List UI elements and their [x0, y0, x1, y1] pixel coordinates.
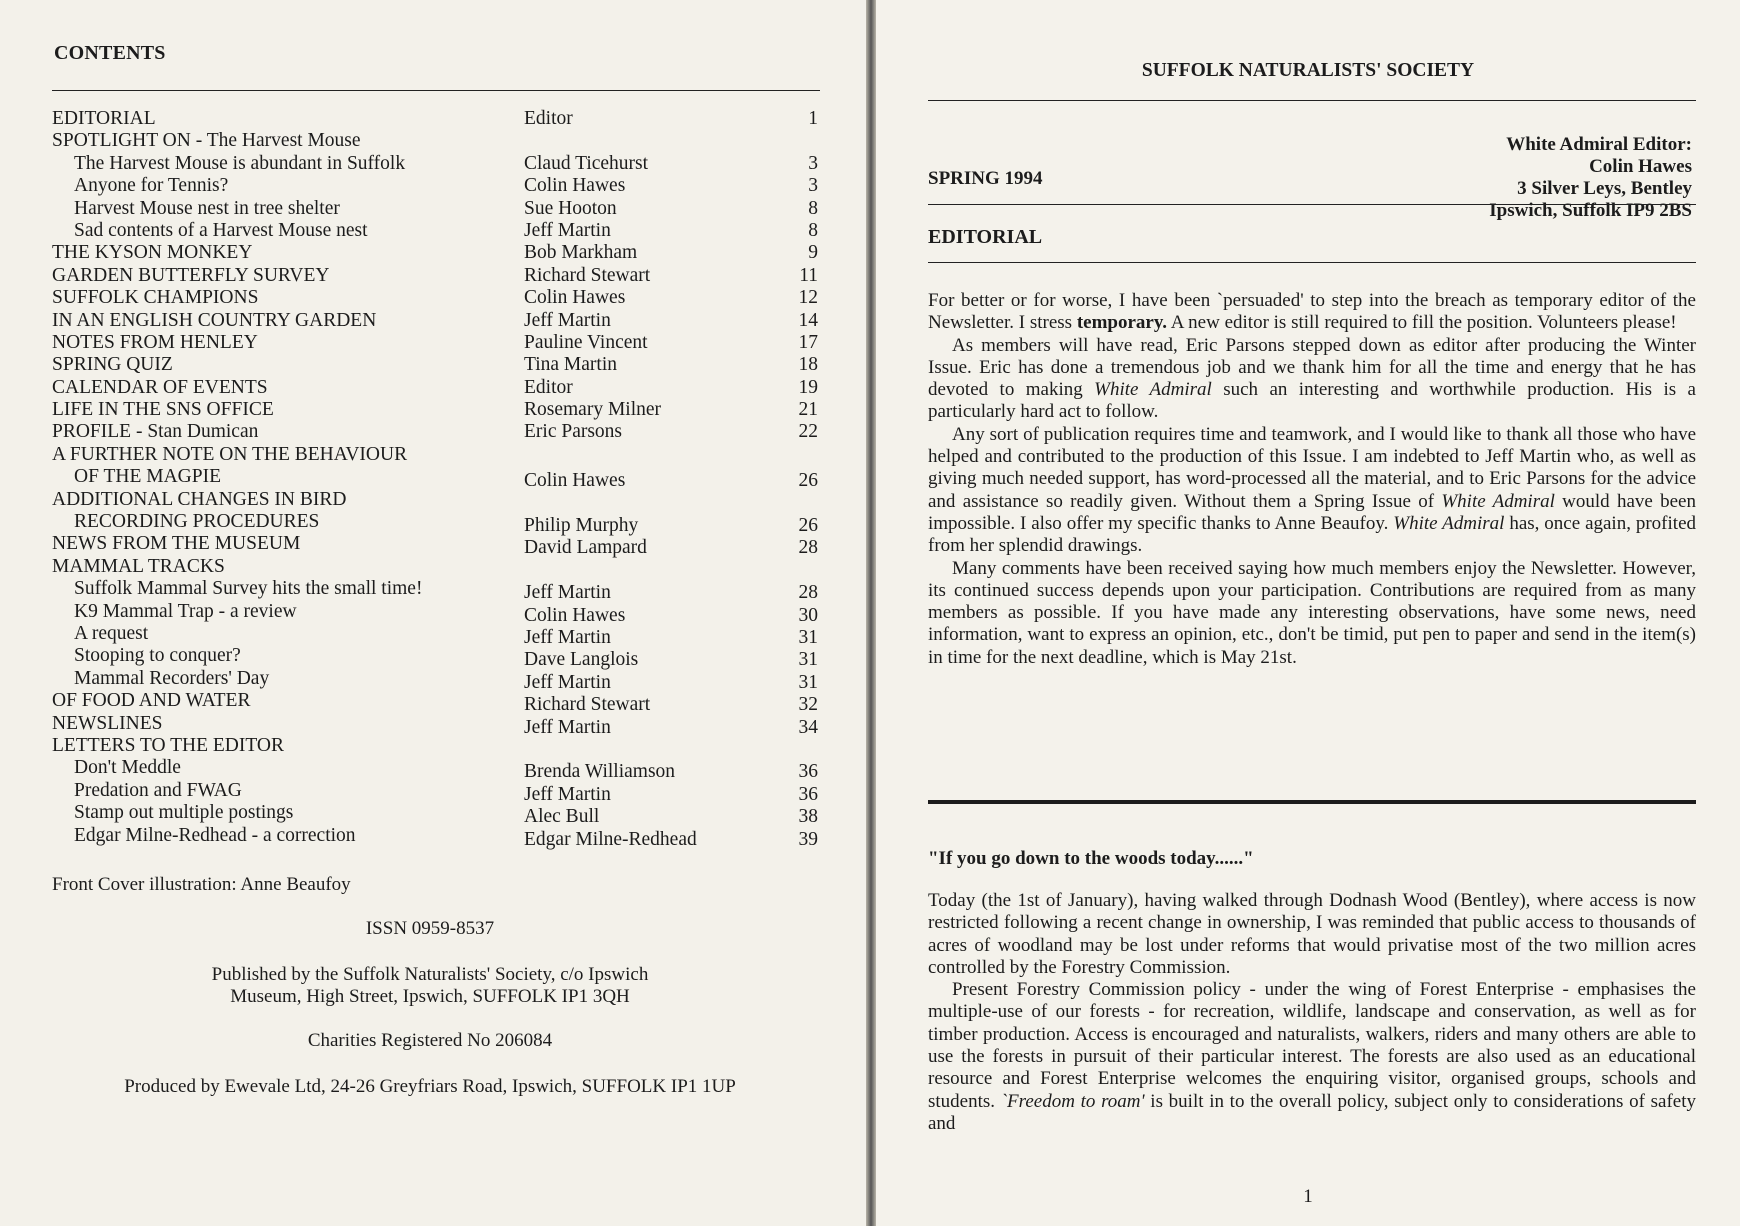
issn: ISSN 0959-8537 [365, 918, 495, 939]
editorial-paragraph: Many comments have been received saying how much members enjoy the Newsletter. However, its continued success depends upon your participation. Contributions are required from as many members as possible. If you have made any interesting observations, have some news, need information, want to express an opinion, etc., don't be timid, put pen to paper and send in the item(s) in time for the next deadline, which is May 21st. [928, 557, 1696, 668]
article-paragraph: Present Forestry Commission policy - under the wing of Forest Enterprise - emphasises the multiple-use of our forests - for recreation, wildlife, landscape and conservation, as well as for timber production. Access is encouraged and naturalists, walkers, riders and many others are able to use the forests in pursuit of their particular interest. The forests are also used as an educational resource and Forest Enterprise welcomes the enquiring visitor, organised groups, schools and students. `Freedom to roam' is built in to the overall policy, subject only to considerations of safety and [928, 979, 1697, 1134]
toc-author: Colin Hawes [524, 470, 626, 492]
editorial-heading: EDITORIAL [928, 226, 1043, 248]
toc-row [52, 377, 822, 399]
toc-title: LIFE IN THE SNS OFFICE [52, 399, 274, 421]
toc-title: NEWSLINES [52, 712, 163, 734]
editorial-paragraph: For better or for worse, I have been `persuaded' to step into the breach as temporary editor of the Newsletter. I stress temporary. A new editor is still required to fill the position. Volunteers please! [928, 290, 1696, 334]
toc-author: Colin Hawes [524, 604, 626, 626]
toc-page: 8 [808, 219, 818, 241]
toc-page: 3 [808, 152, 818, 174]
toc-title: MAMMAL TRACKS [52, 555, 225, 577]
toc-page: 30 [798, 604, 818, 626]
toc-author: Jeff Martin [524, 783, 611, 805]
toc-author: Jeff Martin [524, 671, 611, 693]
toc-row [52, 757, 822, 783]
toc-row [52, 153, 822, 175]
toc-title: K9 Mammal Trap - a review [74, 600, 297, 622]
toc-row [52, 556, 822, 578]
toc-row [52, 421, 822, 443]
toc-author: Sue Hooton [524, 197, 617, 219]
toc-title: A request [74, 622, 149, 644]
publisher-line-2: Museum, High Street, Ipswich, SUFFOLK IP1 3QH [230, 986, 630, 1007]
toc-author: Edgar Milne-Redhead [524, 828, 697, 850]
toc-title: CALENDAR OF EVENTS [52, 376, 268, 398]
toc-title: Suffolk Mammal Survey hits the small time! [74, 578, 423, 600]
toc-row [52, 175, 822, 197]
toc-title: NOTES FROM HENLEY [52, 331, 258, 353]
toc-author: Colin Hawes [524, 175, 626, 197]
toc-title: ADDITIONAL CHANGES IN BIRD [52, 488, 347, 510]
toc-author: Jeff Martin [524, 219, 611, 241]
page-number: 1 [1303, 1186, 1313, 1207]
toc-page: 31 [798, 671, 818, 693]
toc-row [52, 824, 822, 850]
society-name: SUFFOLK NATURALISTS' SOCIETY [1141, 60, 1475, 81]
producer-line: Produced by Ewevale Ltd, 24-26 Greyfriars Road, Ipswich, SUFFOLK IP1 1UP [124, 1076, 736, 1097]
toc-row [52, 332, 822, 354]
toc-author: Rosemary Milner [524, 399, 662, 421]
toc-row [52, 198, 822, 220]
toc-row [52, 287, 822, 309]
issue-label: SPRING 1994 [928, 168, 1043, 189]
toc-row [52, 667, 822, 693]
table-of-contents [52, 108, 822, 850]
toc-page: 28 [798, 582, 818, 604]
toc-row [52, 533, 822, 559]
toc-title: Predation and FWAG [74, 779, 242, 801]
toc-page: 19 [798, 376, 818, 398]
book-spine [866, 0, 876, 1226]
section-divider [928, 800, 1696, 804]
toc-title: SUFFOLK CHAMPIONS [52, 287, 259, 309]
editor-address [1489, 134, 1692, 222]
address-line: White Admiral Editor: [1506, 134, 1692, 155]
toc-title: Edgar Milne-Redhead - a correction [74, 824, 356, 846]
toc-row [52, 511, 822, 537]
toc-page: 9 [808, 242, 818, 264]
toc-author: Alec Bull [524, 806, 600, 828]
toc-page: 31 [798, 649, 818, 671]
toc-author: Jeff Martin [524, 582, 611, 604]
toc-title: The Harvest Mouse is abundant in Suffolk [74, 152, 406, 174]
toc-page: 8 [808, 197, 818, 219]
toc-row [52, 690, 822, 716]
toc-author: Editor [524, 376, 573, 398]
toc-row [52, 779, 822, 805]
toc-author: Dave Langlois [524, 649, 639, 671]
toc-title: SPRING QUIZ [52, 354, 173, 376]
front-cover-credit: Front Cover illustration: Anne Beaufoy [52, 874, 351, 895]
left-page [0, 0, 866, 1226]
toc-title: Anyone for Tennis? [74, 175, 229, 197]
toc-author: Colin Hawes [524, 287, 626, 309]
toc-title: Don't Meddle [74, 757, 181, 779]
toc-author: Claud Ticehurst [524, 152, 649, 174]
editorial-text [928, 290, 1696, 669]
toc-author: Jeff Martin [524, 716, 611, 738]
header-rule-bottom [928, 204, 1696, 205]
article-title: "If you go down to the woods today......" [928, 848, 1254, 869]
toc-row [52, 242, 822, 264]
toc-page: 3 [808, 175, 818, 197]
toc-page: 22 [798, 421, 818, 443]
toc-title: Sad contents of a Harvest Mouse nest [74, 219, 368, 241]
toc-page: 28 [798, 537, 818, 559]
address-line: 3 Silver Leys, Bentley [1517, 178, 1692, 199]
editorial-rule [928, 262, 1696, 263]
toc-title: OF THE MAGPIE [74, 466, 221, 488]
toc-row [52, 444, 822, 466]
toc-title: OF FOOD AND WATER [52, 690, 251, 712]
toc-author: Jeff Martin [524, 626, 611, 648]
toc-page: 26 [798, 470, 818, 492]
toc-page: 12 [798, 287, 818, 309]
toc-page: 1 [808, 108, 818, 129]
toc-title: Mammal Recorders' Day [74, 667, 270, 689]
toc-row [52, 712, 822, 738]
toc-page: 21 [798, 399, 818, 421]
toc-author: Editor [524, 108, 573, 129]
toc-title: Stooping to conquer? [74, 645, 241, 667]
toc-title: EDITORIAL [52, 108, 156, 129]
article-paragraph: Today (the 1st of January), having walked through Dodnash Wood (Bentley), where access is now restricted following a recent change in ownership, I was reminded that public access to thousands of acres of woodland may be lost under reforms that would privatise most of the two million acres controlled by the Forestry Commission. [928, 890, 1696, 978]
toc-title: PROFILE - Stan Dumican [52, 421, 259, 443]
toc-row [52, 578, 822, 604]
right-page [876, 0, 1740, 1226]
toc-page: 32 [798, 694, 818, 716]
toc-title: A FURTHER NOTE ON THE BEHAVIOUR [52, 443, 408, 465]
toc-title: Stamp out multiple postings [74, 802, 294, 824]
toc-page: 11 [799, 264, 818, 286]
toc-page: 17 [798, 331, 818, 353]
address-line: Ipswich, Suffolk IP9 2BS [1489, 200, 1692, 221]
toc-row [52, 220, 822, 242]
publisher-line-1: Published by the Suffolk Naturalists' Society, c/o Ipswich [211, 964, 649, 985]
editorial-paragraph: Any sort of publication requires time and teamwork, and I would like to thank all those who have helped and contributed to the production of this Issue. I am indebted to Jeff Martin who, as well as giving much needed support, has word-processed all the material, and to Eric Parsons for the advice and assistance so readily given. Without them a Spring Issue of White Admiral would have been impossible. I also offer my specific thanks to Anne Beaufoy. White Admiral has, once again, profited from her splendid drawings. [928, 423, 1697, 557]
editorial-paragraph: As members will have read, Eric Parsons stepped down as editor after producing the Winter Issue. Eric has done a tremendous job and we thank him for all the time and energy that he has devoted to making White Admiral such an interesting and worthwhile production. His is a particularly hard act to follow. [928, 334, 1696, 423]
toc-row [52, 354, 822, 376]
toc-row [52, 645, 822, 671]
toc-title: LETTERS TO THE EDITOR [52, 734, 285, 756]
toc-row [52, 622, 822, 648]
toc-row [52, 802, 822, 828]
toc-row [52, 399, 822, 421]
toc-page: 36 [798, 761, 818, 783]
toc-row [52, 265, 822, 287]
address-line: Colin Hawes [1589, 156, 1692, 177]
toc-page: 31 [798, 626, 818, 648]
toc-author: Richard Stewart [524, 264, 651, 286]
toc-row [52, 310, 822, 332]
toc-row [52, 130, 822, 152]
toc-title: RECORDING PROCEDURES [74, 511, 320, 533]
toc-page: 38 [798, 806, 818, 828]
toc-page: 34 [798, 716, 818, 738]
article-text [928, 890, 1696, 1135]
toc-author: Philip Murphy [524, 515, 639, 537]
toc-title: SPOTLIGHT ON - The Harvest Mouse [52, 130, 361, 152]
toc-page: 18 [798, 354, 818, 376]
toc-author: Bob Markham [524, 242, 638, 264]
toc-row [52, 489, 822, 511]
toc-row [52, 735, 822, 757]
toc-author: David Lampard [524, 537, 647, 559]
toc-author: Brenda Williamson [524, 761, 676, 783]
toc-title: NEWS FROM THE MUSEUM [52, 533, 301, 555]
toc-author: Pauline Vincent [524, 331, 648, 353]
toc-page: 26 [798, 515, 818, 537]
toc-row [52, 466, 822, 492]
toc-title: IN AN ENGLISH COUNTRY GARDEN [52, 309, 377, 331]
toc-row [52, 108, 822, 130]
toc-title: GARDEN BUTTERFLY SURVEY [52, 264, 330, 286]
toc-page: 39 [798, 828, 818, 850]
toc-title: Harvest Mouse nest in tree shelter [74, 197, 340, 219]
toc-page: 36 [798, 783, 818, 805]
toc-author: Tina Martin [524, 354, 617, 376]
toc-author: Eric Parsons [524, 421, 623, 443]
contents-title: CONTENTS [54, 42, 166, 64]
toc-author: Richard Stewart [524, 694, 651, 716]
toc-author: Jeff Martin [524, 309, 611, 331]
toc-title: THE KYSON MONKEY [52, 242, 253, 264]
header-rule-top [928, 100, 1696, 101]
toc-page: 14 [798, 309, 818, 331]
contents-rule [52, 90, 820, 91]
toc-row [52, 600, 822, 626]
charities-number: Charities Registered No 206084 [307, 1030, 553, 1051]
